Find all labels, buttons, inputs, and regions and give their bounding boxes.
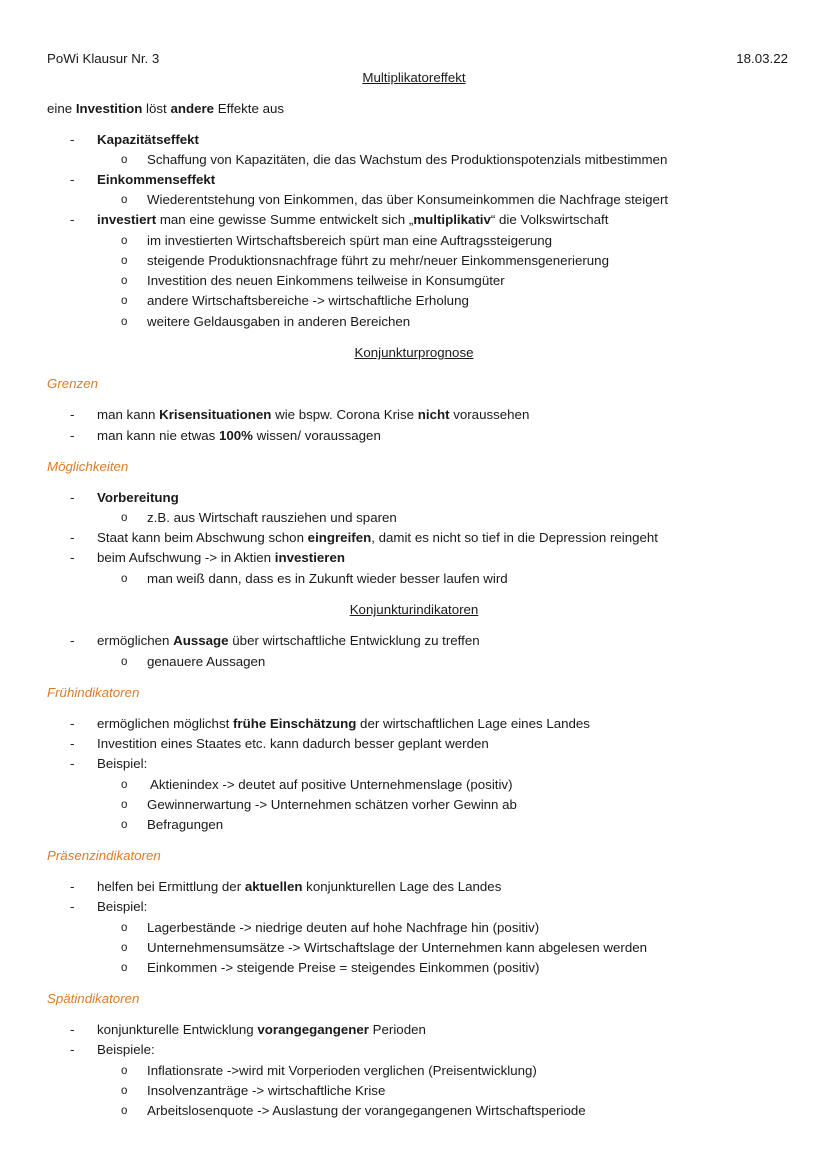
heading-fruehindikatoren: Frühindikatoren xyxy=(47,685,140,700)
header-course: PoWi Klausur Nr. 3 xyxy=(47,51,160,66)
heading-moeglichkeiten: Möglichkeiten xyxy=(47,459,129,474)
intro-line: eine Investition löst andere Effekte aus xyxy=(47,101,285,116)
heading-praesenzindikatoren: Präsenzindikatoren xyxy=(47,848,161,863)
title-konjunkturprognose: Konjunkturprognose xyxy=(354,345,474,360)
title-konjunkturindikatoren: Konjunkturindikatoren xyxy=(349,602,479,617)
title-multiplikatoreffekt: Multiplikatoreffekt xyxy=(362,70,466,85)
heading-spaetindikatoren: Spätindikatoren xyxy=(47,991,140,1006)
heading-grenzen: Grenzen xyxy=(47,376,98,391)
header-date: 18.03.22 xyxy=(736,51,788,66)
document-page: PoWi Klausur Nr. 3 18.03.22 Multiplikatoreffekt eine Investition löst andere Effekte aus - Kapazitätseffekt o Schaffung von Kapazitäten, die das Wachstum des Produktionspotenzials mitbestimmen - Einkommenseffekt o Wiederentstehung von Einkommen, das über Konsumeinkommen die Nachfrage steigert - investiert man eine gewisse Summe entwickelt sich „multiplikativ“ die Volkswirtschaft o im investierten Wirtschaftsbereich spürt man eine Auftragssteigerung o steigende Produktionsnachfrage führt zu mehr/neuer Einkommensgenerierung o Investition des neuen Einkommens teilweise in Konsumgüter o andere Wirtschaftsbereiche -> wirtschaftliche Erholung o weitere Geldausgaben in anderen Bereichen Konjunkturprognose Grenzen - man kann Krisensituationen wie bspw. Corona Krise nicht voraussehen - man kann nie etwas 100% wissen/ voraussagen Möglichkeiten - Vorbereitung o z.B. aus Wirtschaft rausziehen und sparen - Staat kann beim Abschwung schon eingreifen, damit es nicht so tief in die Depression reingeht - beim Aufschwung -> in Aktien investieren o man weiß dann, dass es in Zukunft wieder besser laufen wird Konjunkturindikatoren - ermöglichen Aussage über wirtschaftliche Entwicklung zu treffen o genauere Aussagen Frühindikatoren - ermöglichen möglichst frühe Einschätzung der wirtschaftlichen Lage eines Landes - Investition eines Staates etc. kann dadurch besser geplant werden - Beispiel: o Aktienindex -> deutet auf positive Unternehmenslage (positiv) o Gewinnerwartung -> Unternehmen schätzen vorher Gewinn ab o Befragungen Präsenzindikatoren - helfen bei Ermittlung der aktuellen konjunkturellen Lage des Landes - Beispiel: o Lagerbestände -> niedrige deuten auf hohe Nachfrage hin (positiv) o Unternehmensumsätze -> Wirtschaftslage der Unternehmen kann abgelesen werden o Einkommen -> steigende Preise = steigendes Einkommen (positiv) Spätindikatoren - konjunkturelle Entwicklung vorangegangener Perioden - Beispiele: o Inflationsrate ->wird mit Vorperioden verglichen (Preisentwicklung) o Insolvenzanträge -> wirtschaftliche Krise o Arbeitslosenquote -> Auslastung der vorangegangenen Wirtschaftsperiode xyxy=(0,0,828,1171)
